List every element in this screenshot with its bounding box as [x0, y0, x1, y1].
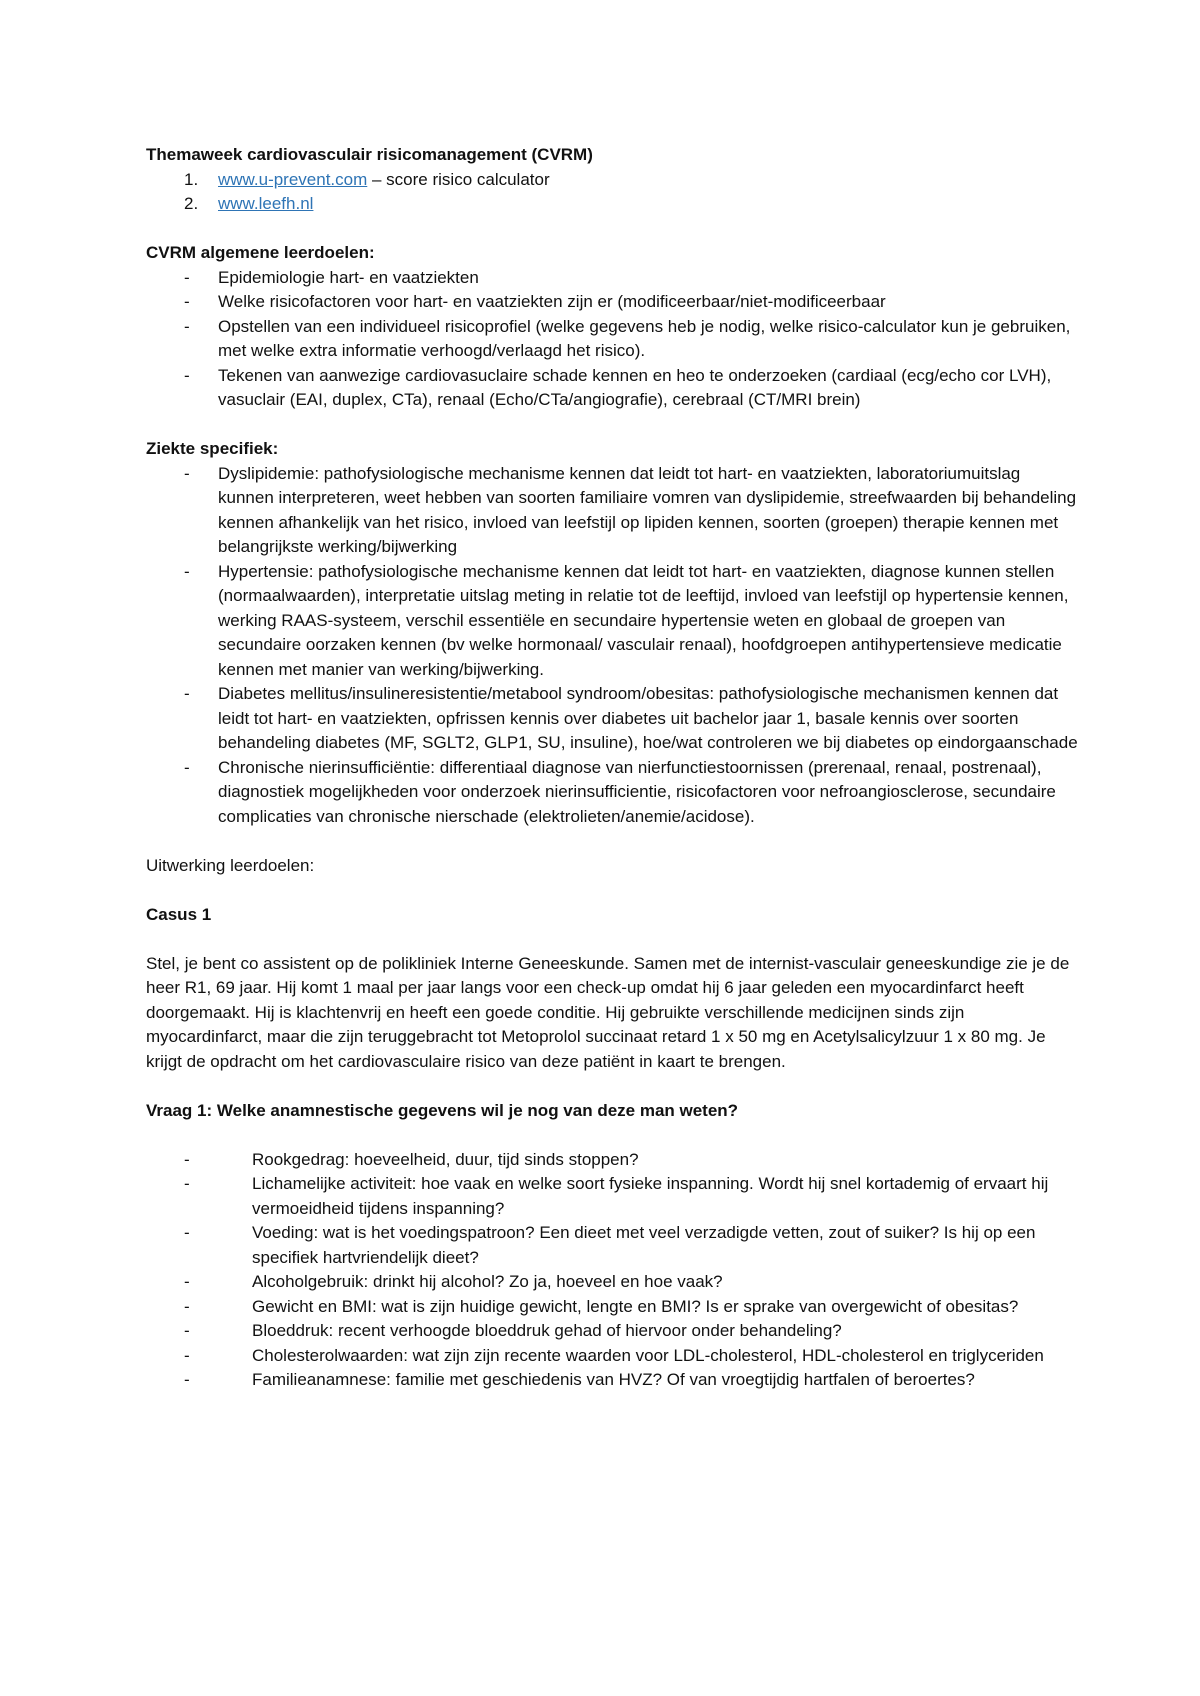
question-heading: Vraag 1: Welke anamnestische gegevens wil je nog van deze man weten?	[146, 1100, 739, 1120]
document-title: Themaweek cardiovasculair risicomanagement (CVRM)	[146, 145, 593, 164]
list-item	[146, 560, 1080, 683]
general-heading: CVRM algemene leerdoelen:	[146, 243, 375, 262]
list-item	[146, 1172, 1080, 1221]
dash-bullet: -	[184, 1345, 190, 1365]
dash-bullet: -	[184, 1321, 190, 1340]
list-item	[146, 1295, 1080, 1320]
list-item-text: Hypertensie: pathofysiologische mechanisme kennen dat leidt tot hart- en vaatziekten, diagnose kunnen stellen (normaalwaarden), interpretatie uitslag meting in relatie tot de leeftijd, invloed van leefstijl op hypertensie kennen, werking RAAS-systeem, verschil essentiële en secundaire hypertensie weten en globaal de groepen van secundaire oorzaken kennen (bv welke hormonaal/ vasculair renaal), hoofdgroepen antihypertensieve medicatie kennen met manier van werking/bijwerking.	[218, 561, 1069, 679]
list-item-text: Chronische nierinsufficiëntie: differentiaal diagnose van nierfunctiestoornissen (prerenaal, renaal, postrenaal), diagnostiek mogelijkheden voor onderzoek nierinsufficientie, risicofactoren voor nefroangiosclerose, secundaire complicaties van chronische nierschade (elektrolieten/anemie/acidose).	[218, 757, 1056, 826]
link-item	[146, 192, 1080, 217]
list-item-text: Welke risicofactoren voor hart- en vaatziekten zijn er (modificeerbaar/niet-modificeerbaar	[218, 292, 886, 311]
list-item	[146, 315, 1080, 364]
uitwerking-label: Uitwerking leerdoelen:	[146, 855, 315, 875]
list-item	[146, 1270, 1080, 1295]
dash-bullet: -	[184, 316, 190, 336]
list-item	[146, 290, 1080, 315]
dash-bullet: -	[184, 1174, 190, 1193]
list-item-text: Cholesterolwaarden: wat zijn zijn recente waarden voor LDL-cholesterol, HDL-cholesterol en triglyceriden	[252, 1345, 1044, 1365]
link-item	[146, 168, 1080, 193]
list-item-text: Opstellen van een individueel risicoprofiel (welke gegevens heb je nodig, welke risico-calculator kun je gebruiken, met welke extra informatie verhoogd/verlaagd het risico).	[218, 316, 1071, 360]
list-item	[146, 364, 1080, 413]
list-item-text: Tekenen van aanwezige cardiovasuclaire schade kennen en heo te onderzoeken (cardiaal (ecg/echo cor LVH), vasuclair (EAI, duplex, CTa), renaal (Echo/CTa/angiografie), cerebraal (CT/MRI brein)	[218, 365, 1052, 409]
dash-bullet: -	[184, 1370, 190, 1389]
list-item-text: Epidemiologie hart- en vaatziekten	[218, 267, 479, 287]
link-list	[146, 168, 1080, 217]
list-item-text: Familieanamnese: familie met geschiedenis van HVZ? Of van vroegtijdig hartfalen of beroertes?	[252, 1370, 975, 1389]
list-item	[146, 682, 1080, 756]
specific-list	[146, 462, 1080, 830]
question-list	[146, 1148, 1080, 1393]
dash-bullet: -	[184, 757, 190, 777]
list-item	[146, 1368, 1080, 1393]
general-list	[146, 266, 1080, 413]
casus-heading: Casus 1	[146, 904, 212, 924]
dash-bullet: -	[184, 1223, 190, 1242]
list-item-text: Voeding: wat is het voedingspatroon? Een dieet met veel verzadigde vetten, zout of suiker? Is hij op een specifiek hartvriendelijk dieet?	[252, 1223, 1036, 1267]
link-suffix: – score risico calculator	[367, 169, 550, 189]
dash-bullet: -	[184, 292, 190, 311]
list-number: 1.	[184, 169, 199, 189]
dash-bullet: -	[184, 1149, 190, 1169]
list-item-text: Bloeddruk: recent verhoogde bloeddruk gehad of hiervoor onder behandeling?	[252, 1321, 842, 1340]
leefh-link[interactable]: www.leefh.nl	[218, 194, 314, 213]
list-item-text: Dyslipidemie: pathofysiologische mechanisme kennen dat leidt tot hart- en vaatziekten, laboratoriumuitslag kunnen interpreteren, weet hebben van soorten familiaire vomren van dyslipidemie, streefwaarden bij behandeling kennen afhankelijk van het risico, invloed van leefstijl op lipiden kennen, soorten (groepen) therapie kennen met belangrijkste werking/bijwerking	[218, 463, 1077, 556]
u-prevent-link[interactable]: www.u-prevent.com	[218, 169, 368, 189]
list-item-text: Lichamelijke activiteit: hoe vaak en welke soort fysieke inspanning. Wordt hij snel kortademig of ervaart hij vermoeidheid tijdens inspanning?	[252, 1174, 1049, 1218]
list-item	[146, 1319, 1080, 1344]
dash-bullet: -	[184, 1272, 190, 1291]
list-item-text: Rookgedrag: hoeveelheid, duur, tijd sinds stoppen?	[252, 1149, 639, 1169]
list-item	[146, 1148, 1080, 1173]
dash-bullet: -	[184, 267, 190, 287]
dash-bullet: -	[184, 463, 190, 483]
list-item	[146, 1221, 1080, 1270]
casus-text: Stel, je bent co assistent op de polikliniek Interne Geneeskunde. Samen met de internist-vasculair geneeskundige zie je de heer R1, 69 jaar. Hij komt 1 maal per jaar langs voor een check-up omdat hij 6 jaar geleden een myocardinfarct heeft doorgemaakt. Hij is klachtenvrij en heeft een goede conditie. Hij gebruikte verschillende medicijnen sinds zijn myocardinfarct, maar die zijn teruggebracht tot Metoprolol succinaat retard 1 x 50 mg en Acetylsalicylzuur 1 x 80 mg. Je krijgt de opdracht om het cardiovasculaire risico van deze patiënt in kaart te brengen.	[146, 953, 1070, 1071]
dash-bullet: -	[184, 561, 190, 581]
list-item	[146, 462, 1080, 560]
list-item	[146, 756, 1080, 830]
list-item-text: Gewicht en BMI: wat is zijn huidige gewicht, lengte en BMI? Is er sprake van overgewicht of obesitas?	[252, 1296, 1019, 1316]
list-number: 2.	[184, 194, 199, 213]
list-item-text: Alcoholgebruik: drinkt hij alcohol? Zo ja, hoeveel en hoe vaak?	[252, 1272, 723, 1291]
specific-heading: Ziekte specifiek:	[146, 439, 279, 458]
dash-bullet: -	[184, 684, 190, 703]
dash-bullet: -	[184, 1296, 190, 1316]
dash-bullet: -	[184, 365, 190, 385]
list-item-text: Diabetes mellitus/insulineresistentie/metabool syndroom/obesitas: pathofysiologische mechanismen kennen dat leidt tot hart- en vaatziekten, opfrissen kennis over diabetes uit bachelor jaar 1, basale kennis over soorten behandeling diabetes (MF, SGLT2, GLP1, SU, insuline), hoe/wat controleren we bij diabetes op eindorgaanschade	[218, 684, 1078, 752]
list-item	[146, 266, 1080, 291]
list-item	[146, 1344, 1080, 1369]
